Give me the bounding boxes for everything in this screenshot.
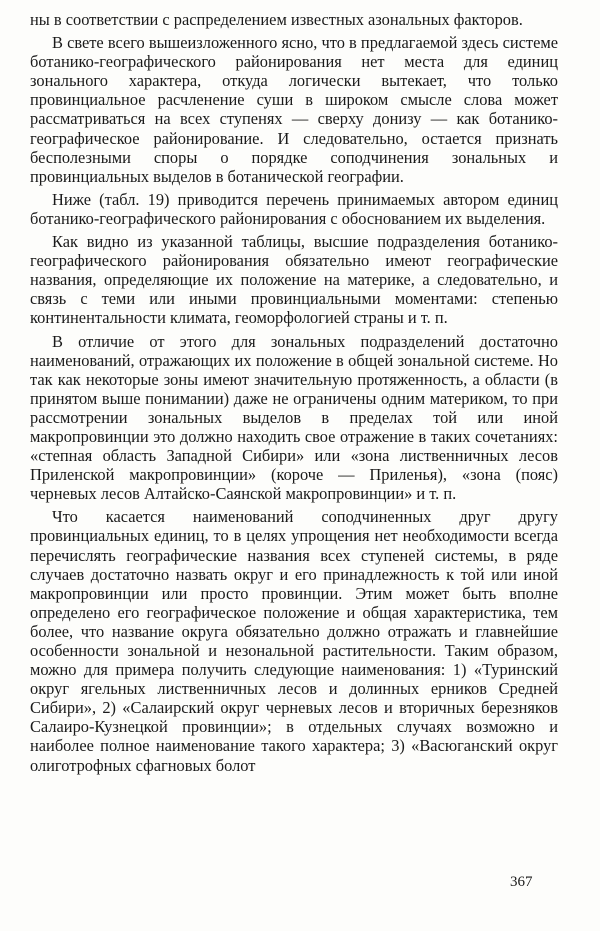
- body-text: [30, 10, 558, 779]
- paragraph: Как видно из указанной таблицы, высшие подразделения ботанико-географического районирования обязательно имеют географические названия, определяющие их положение на материке, а следовательно, и связь с теми или иными провинциальными моментами: степенью континентальности климата, геоморфологией страны и т. п.: [30, 232, 558, 328]
- paragraph: Что касается наименований соподчиненных друг другу провинциальных единиц, то в целях упрощения нет необходимости всегда перечислять географические названия всех ступеней системы, в ряде случаев достаточно назвать округ и его принадлежность к той или иной макропровинции или просто провинции. Этим может быть вполне определено его географическое положение и общая характеристика, тем более, что название округа обязательно должно отражать и главнейшие особенности зональной и незональной растительности. Таким образом, можно для примера получить следующие наименования: 1) «Туринский округ ягельных лиственничных лесов и долинных ерников Средней Сибири», 2) «Салаирский округ черневых лесов и вторичных березняков Салаиро-Кузнецкой провинции»; в отдельных случаях возможно и наиболее полное наименование такого характера; 3) «Васюганский округ олиготрофных сфагновых болот: [30, 507, 558, 775]
- paragraph: В отличие от этого для зональных подразделений достаточно наименований, отражающих их положение в общей зональной системе. Но так как некоторые зоны имеют значительную протяженность, а области (в принятом выше понимании) даже не ограничены одним материком, то при рассмотрении зональных выделов в пределах той или иной макропровинции это должно находить свое отражение в таких сочетаниях: «степная область Западной Сибири» или «зона лиственничных лесов Приленской макропровинции» (короче — Приленья), «зона (пояс) черневых лесов Алтайско-Саянской макропровинции» и т. п.: [30, 331, 558, 504]
- page-number: 367: [510, 874, 533, 890]
- paragraph: В свете всего вышеизложенного ясно, что в предлагаемой здесь системе ботанико-географического районирования нет места для единиц зонального характера, откуда логически вытекает, что только провинциальное расчленение суши в широком смысле слова может рассматриваться на всех ступенях — сверху донизу — как ботанико-географическое районирование. И следовательно, остается признать бесполезными споры о порядке соподчинения зональных и провинциальных выделов в ботанической географии.: [30, 33, 558, 186]
- paragraph-continuation: ны в соответствии с распределением известных азональных факторов.: [30, 10, 523, 29]
- paragraph: Ниже (табл. 19) приводится перечень принимаемых автором единиц ботанико-географического районирования с обоснованием их выделения.: [30, 189, 558, 228]
